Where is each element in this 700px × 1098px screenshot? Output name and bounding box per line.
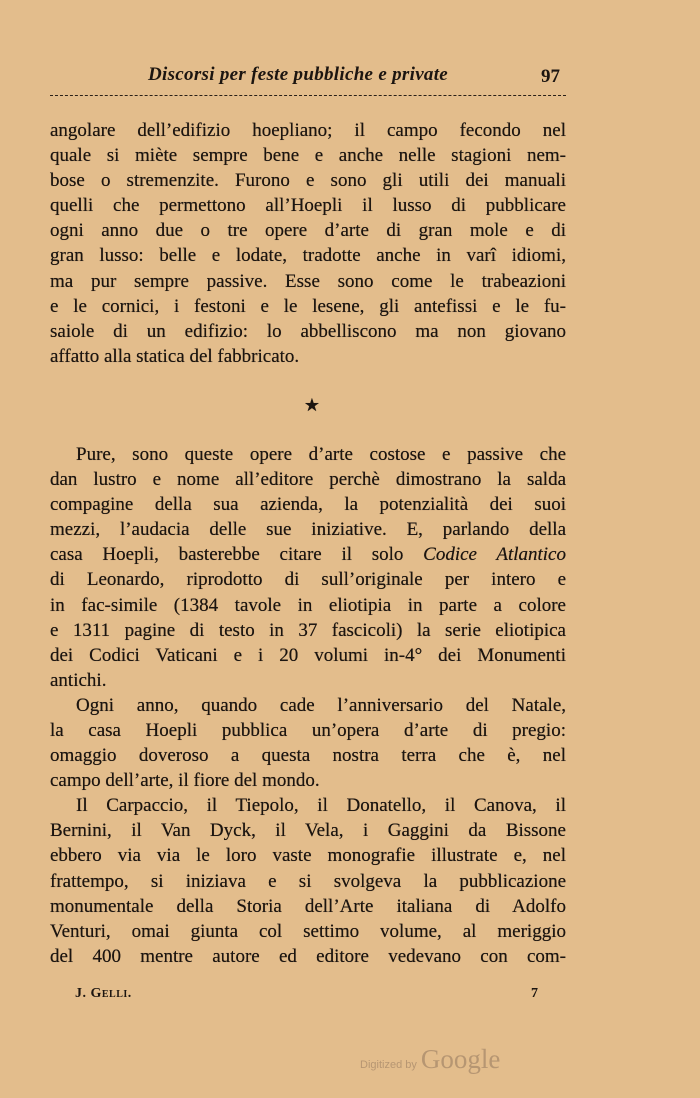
body-text <box>50 118 566 969</box>
text-line: dei Codici Vaticani e i 20 volumi in-4° dei Monumenti <box>50 644 566 666</box>
text-line: in fac-simile (1384 tavole in eliotipia in parte a colore <box>50 594 566 616</box>
text-line: Bernini, il Van Dyck, il Vela, i Gaggini da Bissone <box>50 820 566 842</box>
text-line: e le cornici, i festoni e le lesene, gli antefissi e le fu- <box>50 295 566 317</box>
paragraph <box>50 118 566 369</box>
text-line: Venturi, omai giunta col settimo volume, al meriggio <box>50 920 566 942</box>
running-title: Discorsi per feste pubbliche e private <box>148 64 449 85</box>
section-separator-star: ★ <box>303 394 321 415</box>
text-line: ogni anno due o tre opere d’arte di gran mole e di <box>50 220 566 242</box>
google-watermark <box>360 1044 500 1075</box>
text-line: gran lusso: belle e lodate, tradotte anche in varî idiomi, <box>50 245 566 267</box>
text-line: di Leonardo, riprodotto di sull’originale per intero e <box>50 569 566 591</box>
text-line: omaggio doveroso a questa nostra terra che è, nel <box>50 745 566 767</box>
text-line: quale si miète sempre bene e anche nelle stagioni nem- <box>50 145 566 167</box>
text-line: monumentale della Storia dell’Arte italiana di Adolfo <box>50 895 566 917</box>
text-line: saiole di un edifizio: lo abbelliscono ma non giovano <box>50 320 566 342</box>
text-line: dan lustro e nome all’editore perchè dimostrano la salda <box>50 469 566 491</box>
text-line: del 400 mentre autore ed editore vedevano con com- <box>50 945 566 967</box>
footer-signature: J. Gelli. <box>75 986 132 1001</box>
text-line: ma pur sempre passive. Esse sono come le trabeazioni <box>50 270 566 292</box>
text-line: la casa Hoepli pubblica un’opera d’arte di pregio: <box>50 719 566 741</box>
watermark-small-text: Digitized by <box>360 1059 417 1071</box>
text-line: ebbero via via le loro vaste monografie illustrate e, nel <box>50 845 566 867</box>
footer-sheet-number: 7 <box>531 986 538 1001</box>
italic-title: Codice Atlantico <box>423 544 566 566</box>
text-line: Ogni anno, quando cade l’anniversario del Natale, <box>76 694 566 716</box>
text-line: bose o stremenzite. Furono e sono gli utili dei manuali <box>50 170 566 192</box>
text-line: Pure, sono queste opere d’arte costose e passive che <box>76 443 566 465</box>
text-line <box>50 542 566 567</box>
text-line: mezzi, l’audacia delle sue iniziative. E, parlando della <box>50 519 566 541</box>
page-number: 97 <box>541 66 560 87</box>
header-rule <box>50 95 566 96</box>
paragraph <box>50 442 566 693</box>
text-line: angolare dell’edifizio hoepliano; il campo fecondo nel <box>50 120 566 141</box>
text-line: antichi. <box>50 669 107 691</box>
paragraph <box>50 693 566 793</box>
watermark-logo-text: Google <box>420 1044 501 1074</box>
paragraph <box>50 793 566 969</box>
text-line: quelli che permettono all’Hoepli il lusso di pubblicare <box>50 195 566 217</box>
text-line: frattempo, si iniziava e si svolgeva la pubblicazione <box>50 870 566 892</box>
text-line: campo dell’arte, il fiore del mondo. <box>50 770 320 792</box>
text-line: affatto alla statica del fabbricato. <box>50 345 300 367</box>
text-segment: casa Hoepli, basterebbe citare il solo <box>50 544 424 566</box>
text-line: Il Carpaccio, il Tiepolo, il Donatello, il Canova, il <box>76 795 566 817</box>
text-line: e 1311 pagine di testo in 37 fascicoli) la serie eliotipica <box>50 619 566 641</box>
text-line: compagine della sua azienda, la potenzialità dei suoi <box>50 494 566 516</box>
